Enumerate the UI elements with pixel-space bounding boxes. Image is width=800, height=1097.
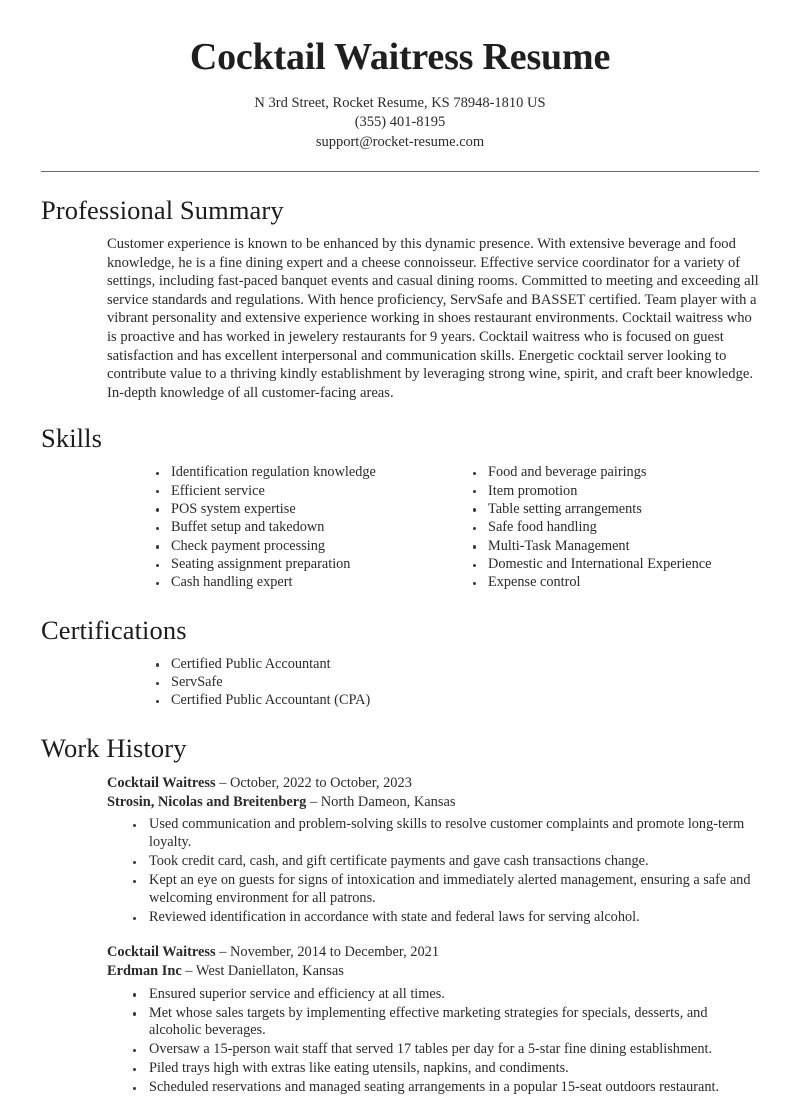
- job-bullet-item: Oversaw a 15-person wait staff that served 17 tables per day for a 5-star fine dining establishment.: [127, 1041, 759, 1059]
- job-bullet-item: Ensured superior service and efficiency at all times.: [127, 986, 759, 1004]
- job-dates: November, 2014 to December, 2021: [230, 943, 440, 960]
- job-separator: –: [306, 794, 321, 811]
- job-location: North Dameon, Kansas: [320, 794, 456, 811]
- job-bullet-item: Took credit card, cash, and gift certificate payments and gave cash transactions change.: [127, 853, 759, 871]
- job-role: Cocktail Waitress: [107, 943, 216, 960]
- job-dates: October, 2022 to October, 2023: [230, 774, 412, 791]
- section-certifications: [41, 593, 759, 710]
- skill-item: Buffet setup and takedown: [150, 519, 467, 537]
- job-bullet-item: Kept an eye on guests for signs of intoxication and immediately alerted management, ensuring a safe and welcoming environment for all patrons.: [127, 872, 759, 908]
- skills-list-left: [150, 464, 467, 593]
- section-work-history: [41, 711, 759, 1097]
- resume-header: [41, 0, 759, 172]
- contact-email: support@rocket-resume.com: [315, 133, 485, 150]
- skill-item: Domestic and International Experience: [467, 556, 759, 574]
- page-title: Cocktail Waitress Resume: [189, 36, 611, 78]
- certification-item: ServSafe: [150, 674, 759, 692]
- skill-item: Efficient service: [150, 483, 467, 501]
- section-heading-skills: Skills: [41, 423, 102, 454]
- job-bullets: [41, 986, 759, 1097]
- skills-list-right: [467, 464, 759, 593]
- section-professional-summary: [41, 172, 759, 402]
- skill-item: Safe food handling: [467, 519, 759, 537]
- skill-item: Table setting arrangements: [467, 501, 759, 519]
- job-headline: [41, 774, 759, 793]
- certification-item: Certified Public Accountant (CPA): [150, 692, 759, 710]
- job-bullet-list: [127, 986, 759, 1097]
- skill-item: Expense control: [467, 574, 759, 592]
- work-history-entry: [41, 774, 759, 927]
- summary-paragraph: Customer experience is known to be enhanced by this dynamic presence. With extensive beverage and food knowledge, he is a fine dining expert and a cheese connoisseur. Effective service coordinator for a variety of settings, including fast-paced banquet events and casual dining rooms. Committed to meeting and exceeding all service standards and regulations. With hence proficiency, ServSafe and BASSET certified. Team player with a vibrant personality and extensive experience working in shoes restaurant environments. Cocktail waitress who is proactive and has worked in jewelery restaurants for 9 years. Cocktail waitress who is focused on guest satisfaction and has excellent interpersonal and communication skills. Energetic cocktail server looking to contribute value to a thriving kindly establishment by leveraging strong wine, spirit, and craft beer knowledge. In-depth knowledge of all customer-facing areas.: [107, 235, 759, 401]
- contact-phone: (355) 401-8195: [354, 114, 446, 131]
- job-bullet-item: Met whose sales targets by implementing effective marketing strategies for specials, desserts, and alcoholic beverages.: [127, 1005, 759, 1041]
- skill-item: POS system expertise: [150, 501, 467, 519]
- job-separator: –: [215, 774, 230, 791]
- job-role: Cocktail Waitress: [107, 774, 216, 791]
- skills-columns: [41, 464, 759, 593]
- skill-item: Identification regulation knowledge: [150, 464, 467, 482]
- skill-item: Check payment processing: [150, 538, 467, 556]
- job-bullet-item: Piled trays high with extras like eating utensils, napkins, and condiments.: [127, 1060, 759, 1078]
- work-history-entry: [41, 943, 759, 1097]
- skill-item: Seating assignment preparation: [150, 556, 467, 574]
- job-bullet-item: Reviewed identification in accordance with state and federal laws for serving alcohol.: [127, 909, 759, 927]
- job-company-line: [41, 962, 759, 981]
- job-location: West Daniellaton, Kansas: [195, 963, 344, 980]
- skill-item: Item promotion: [467, 483, 759, 501]
- job-separator: –: [181, 963, 196, 980]
- job-company-line: [41, 793, 759, 812]
- job-bullet-item: Used communication and problem-solving skills to resolve customer complaints and promote long-term loyalty.: [127, 816, 759, 852]
- skill-item: Food and beverage pairings: [467, 464, 759, 482]
- certifications-body: [41, 656, 759, 710]
- job-bullets: [41, 816, 759, 926]
- contact-address: N 3rd Street, Rocket Resume, KS 78948-1810 US: [254, 94, 546, 111]
- job-bullet-list: [127, 816, 759, 926]
- certifications-list: [150, 656, 759, 710]
- job-separator: –: [215, 943, 230, 960]
- job-employer: Erdman Inc: [107, 963, 182, 980]
- skill-item: Multi-Task Management: [467, 538, 759, 556]
- work-history-list: [41, 774, 759, 1097]
- skill-item: Cash handling expert: [150, 574, 467, 592]
- section-heading-certifications: Certifications: [41, 614, 187, 645]
- contact-block: [41, 94, 759, 153]
- section-skills: [41, 402, 759, 593]
- job-headline: [41, 943, 759, 962]
- section-heading-work-history: Work History: [41, 732, 187, 763]
- certification-item: Certified Public Accountant: [150, 656, 759, 674]
- summary-body: [41, 235, 759, 402]
- section-heading-professional-summary: Professional Summary: [41, 195, 284, 226]
- job-bullet-item: Scheduled reservations and managed seating arrangements in a popular 15-seat outdoors restaurant.: [127, 1079, 759, 1097]
- job-employer: Strosin, Nicolas and Breitenberg: [107, 794, 307, 811]
